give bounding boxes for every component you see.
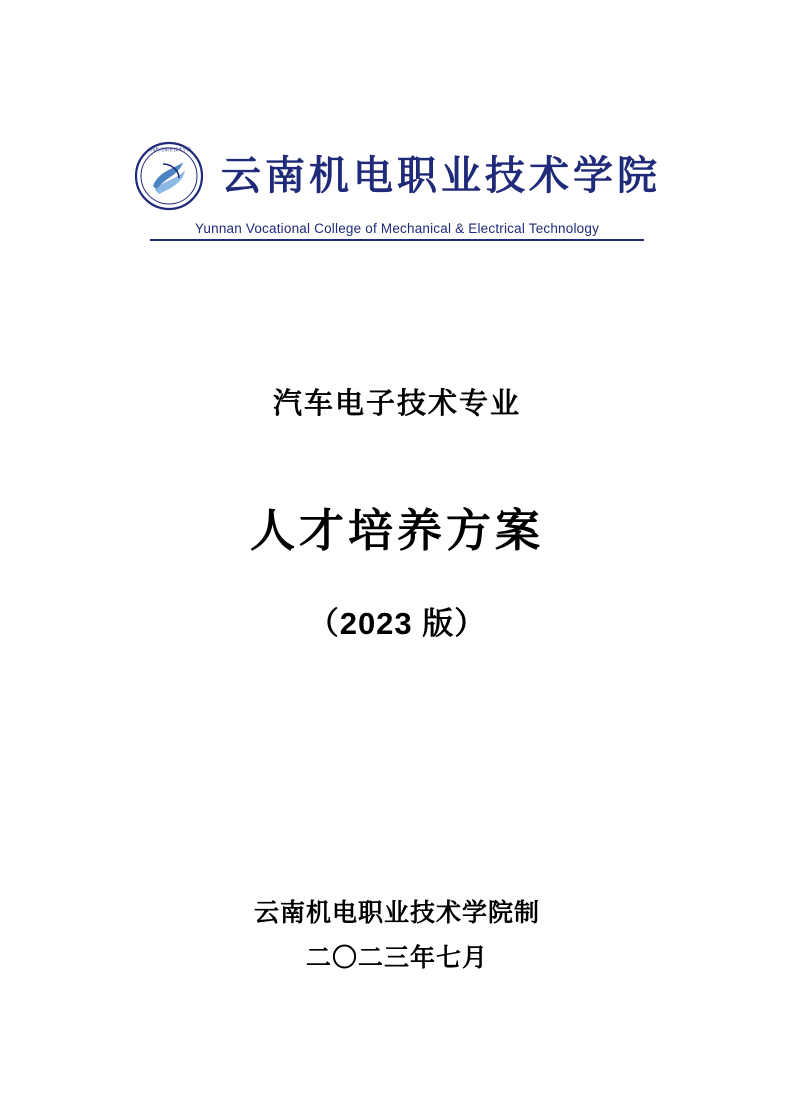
- date-label: 二〇二三年七月: [305, 944, 488, 972]
- college-name-en: Yunnan Vocational College of Mechanical & Electrical Technology: [194, 221, 600, 236]
- version-label: （2023 版）: [307, 606, 487, 641]
- page-title: 人才培养方案: [249, 505, 544, 556]
- college-logo: [0, 140, 794, 241]
- logo-divider: [150, 239, 644, 241]
- college-name-cn: 云南机电职业技术学院: [221, 153, 661, 198]
- college-seal-icon: [133, 140, 205, 212]
- svg-text:云南机电职业技术学院: 云南机电职业技术学院: [146, 147, 192, 152]
- issuer-label: 云南机电职业技术学院制: [253, 899, 540, 927]
- logo-row: [133, 140, 661, 212]
- major-title: 汽车电子技术专业: [272, 388, 521, 420]
